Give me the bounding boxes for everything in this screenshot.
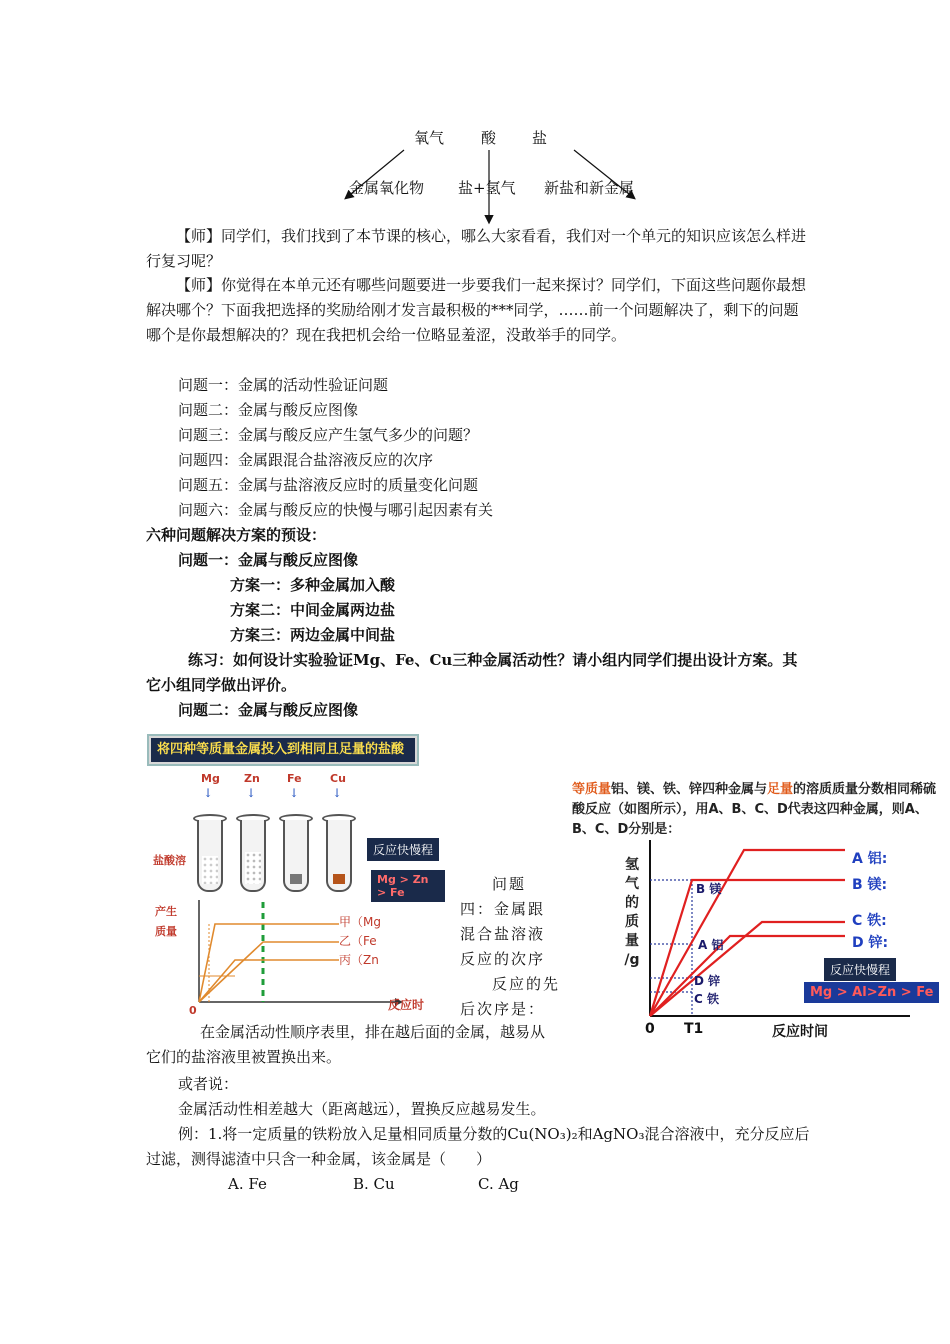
left-xlabel: 反应时 (388, 998, 425, 1012)
series-label-zn: 丙（Zn (339, 953, 379, 967)
right-origin: 0 (645, 1021, 655, 1037)
solution-label: 盐酸溶 (153, 854, 186, 867)
series-label-mg: 甲（Mg (339, 915, 381, 929)
diagram-bottom-oxide: 金属氧化物 (349, 179, 425, 197)
question-6: 问题六：金属与酸反应的快慢与哪引起因素有关 (178, 501, 494, 519)
question4-example: 例：1.将一定质量的铁粉放入足量相同质量分数的Cu(NO₃)₂和AgNO₃混合溶液中，充分反应后过滤，测得滤渣中只含一种金属，该金属是（ ） (146, 1125, 810, 1168)
end-label-b-text: B 镁: (852, 877, 888, 893)
arrow-down-icon: ↓ (246, 786, 257, 800)
right-caption-1: 等质量 (572, 782, 612, 797)
end-label-d (852, 932, 888, 952)
series-fe (199, 942, 339, 1002)
plan-heading: 六种问题解决方案的预设： (146, 526, 327, 544)
right-ylabel-6: /g (624, 952, 640, 968)
left-figure (145, 730, 445, 1020)
plan-option-1: 方案一：多种金属加入酸 (230, 576, 396, 594)
test-tube-fe (283, 820, 309, 892)
right-ylabel-5: 量 (625, 933, 639, 949)
plan-practice: 练习：如何设计实验验证Mg、Fe、Cu三种金属活动性？请小组内同学们提出设计方案。其它小组同学做出评价。 (146, 651, 798, 694)
question-2: 问题二：金属与酸反应图像 (178, 401, 359, 419)
right-rate-order: Mg > Al>Zn > Fe (804, 982, 939, 1003)
series-zn (199, 960, 339, 1002)
right-ylabel (622, 856, 642, 970)
plan-q2 (178, 698, 358, 722)
right-ylabel-1: 氢 (625, 857, 639, 873)
metal-label-cu: Cu (330, 772, 346, 785)
left-chart (185, 890, 445, 1010)
series-d-zinc (650, 936, 845, 1016)
test-tube-mg (197, 820, 223, 892)
metal-label-mg: Mg (201, 772, 220, 785)
plan-q1-text: 问题一：金属与酸反应图像 (178, 551, 359, 569)
diagram-top-salt: 盐 (532, 129, 548, 147)
arrow-down-icon: ↓ (289, 786, 300, 800)
end-label-c-text: C 铁: (852, 913, 887, 929)
question4-order-label: 反应的先后次序是： (460, 975, 561, 1018)
diagram-top-oxygen: 氧气 (414, 129, 445, 147)
plan-q1 (178, 548, 358, 572)
test-tube-zn (240, 820, 266, 892)
question4-rule: 在金属活动性顺序表里，排在越后面的金属，越易从它们的盐溶液里被置换出来。 (146, 1023, 546, 1066)
left-origin: 0 (189, 1004, 197, 1017)
test-tube-cu (326, 820, 352, 892)
plan-option-3: 方案三：两边金属中间盐 (230, 626, 396, 644)
question4-title: 问题四：金属跟混合盐溶液反应的次序 (460, 875, 546, 968)
right-caption-4: 的溶质质量分数相同稀硫酸反应（如图所示），用A、B、C、D代表这四种金属，则A、B、C、D分别是： (572, 782, 937, 837)
paragraph-teacher-1: 【师】同学们，我们找到了本节课的核心，哪么大家看看，我们对一个单元的知识应该怎么样进行复习呢？ (146, 227, 807, 270)
question-4: 问题四：金属跟混合盐溶液反应的次序 (178, 451, 434, 469)
rate-order: Mg > Zn > Fe (371, 870, 445, 902)
right-ylabel-2: 气 (625, 876, 639, 892)
series-mg (199, 924, 339, 1002)
rate-label: 反应快慢程 (367, 838, 439, 861)
right-caption-3: 足量 (767, 782, 794, 797)
right-xlabel: 反应时间 (772, 1024, 828, 1040)
end-label-c (852, 910, 887, 930)
left-banner: 将四种等质量金属投入到相同且足量的盐酸 (149, 736, 417, 764)
metal-label-fe: Fe (287, 772, 302, 785)
end-label-a (852, 848, 887, 868)
right-t1: T1 (684, 1021, 704, 1037)
mid-label-c: C 铁 (694, 992, 719, 1006)
mid-label-d: D 锌 (694, 974, 721, 988)
question4-or: 或者说： (178, 1075, 239, 1093)
arrow-down-icon: ↓ (203, 786, 214, 800)
diagram-arrows (0, 0, 950, 240)
choice-b: B. Cu (353, 1175, 395, 1193)
metal-label-zn: Zn (244, 772, 260, 785)
question-5: 问题五：金属与盐溶液反应时的质量变化问题 (178, 476, 479, 494)
right-caption-2: 铝、镁、铁、锌四种金属与 (611, 782, 768, 797)
right-ylabel-4: 质 (625, 914, 639, 930)
right-rate-label: 反应快慢程 (824, 958, 896, 981)
end-label-a-text: A 铝: (852, 851, 888, 867)
diagram-bottom-newsalt: 新盐和新金属 (544, 179, 635, 197)
diagram-top-acid: 酸 (481, 129, 497, 147)
question-1: 问题一：金属的活动性验证问题 (178, 376, 389, 394)
end-label-b (852, 874, 887, 894)
series-label-fe: 乙（Fe (339, 934, 377, 948)
choice-a: A. Fe (228, 1175, 267, 1193)
end-label-d-text: D 锌: (852, 935, 889, 951)
diagram-bottom-salt-hydrogen: 盐+氢气 (458, 179, 516, 197)
choice-c: C. Ag (478, 1175, 519, 1193)
mid-label-a: A 铝 (698, 938, 724, 952)
left-ylabel: 产生 质量 (155, 905, 177, 938)
right-caption (572, 780, 944, 840)
mid-label-b: B 镁 (696, 882, 722, 896)
question4-rule2: 金属活动性相差越大（距离越远），置换反应越易发生。 (178, 1100, 546, 1118)
arrow-down-icon: ↓ (332, 786, 343, 800)
plan-q2-text: 问题二：金属与酸反应图像 (178, 701, 359, 719)
paragraph-teacher-2: 【师】你觉得在本单元还有哪些问题要进一步要我们一起来探讨？同学们，下面这些问题你最想解决哪个？下面我把选择的奖励给刚才发言最积极的***同学，……前一个问题解决了，剩下的问题哪个是你最想解决的？现在我把机会给一位略显羞涩，没敢举手的同学。 (146, 276, 807, 344)
question-3: 问题三：金属与酸反应产生氢气多少的问题？ (178, 426, 479, 444)
right-ylabel-3: 的 (625, 895, 639, 911)
plan-option-2: 方案二：中间金属两边盐 (230, 601, 396, 619)
